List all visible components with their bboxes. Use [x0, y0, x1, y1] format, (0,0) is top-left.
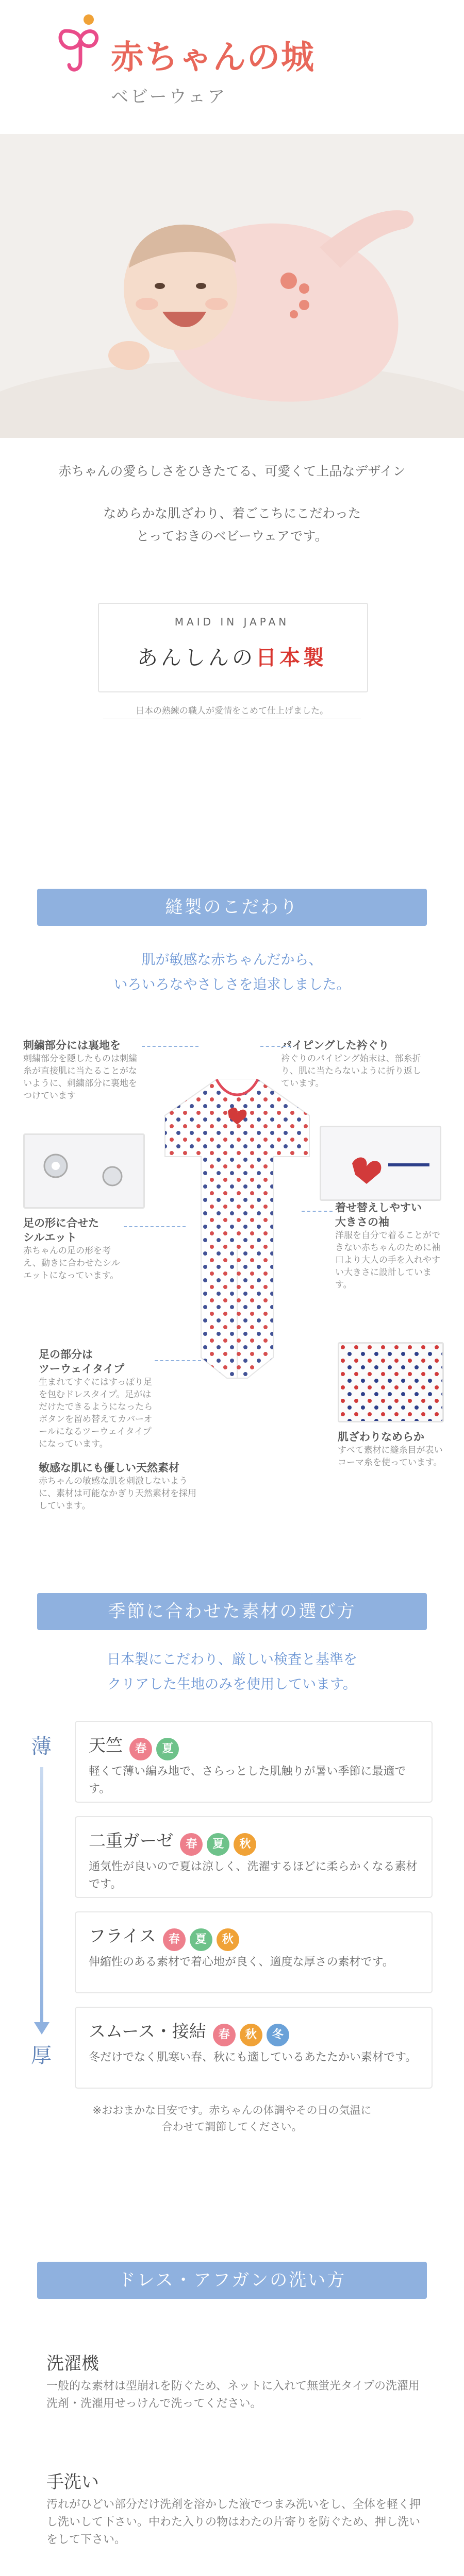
- season-badge-summer: 夏: [190, 1928, 212, 1951]
- baby-illustration: [0, 134, 464, 438]
- wash-title-hand: 手洗い: [46, 2472, 99, 2493]
- callout-silhouette-title1: 足の形に合せた: [23, 1217, 99, 1229]
- season-badge-winter: 冬: [267, 2024, 289, 2046]
- callout-twoway-body: 生まれてすぐにはすっぽり足を包むドレスタイプ。足がはだけたできるようになったらボタンを留め替えてカバーオールになるツーウェイタイプになっています。: [39, 1377, 153, 1449]
- made-in-japan-en: MAID IN JAPAN: [174, 616, 290, 628]
- material-desc: 通気性が良いので夏は涼しく、洗濯するほどに柔らかくなる素材です。: [89, 1860, 418, 1891]
- thick-label: 厚: [31, 2044, 52, 2067]
- material-desc: 伸縮性のある素材で着心地が良く、適度な厚さの素材です。: [89, 1956, 394, 1969]
- material-desc: 冬だけでなく肌寒い春、秋にも適しているあたたかい素材です。: [89, 2051, 417, 2064]
- thumb-embroidery-photo: [23, 1133, 145, 1209]
- callout-twoway-title2: ツーウェイタイプ: [39, 1363, 125, 1375]
- materials-sub-2: クリアした生地のみを使用しています。: [107, 1676, 357, 1692]
- material-name: 二重ガーゼ: [89, 1831, 174, 1851]
- made-in-japan-jp: [98, 641, 366, 671]
- callout-twoway: [39, 1347, 157, 1450]
- callout-embroidery-title: 刺繍部分には裏地を: [23, 1039, 121, 1052]
- intro-text-2: [0, 502, 464, 548]
- callout-twoway-title1: 足の部分は: [39, 1348, 93, 1361]
- callout-natural-title: 敏感な肌にも優しい天然素材: [39, 1462, 179, 1474]
- thickness-arrow-head: [34, 2022, 49, 2035]
- material-card-1: [75, 1721, 433, 1803]
- material-name: フライス: [89, 1926, 156, 1946]
- callout-piping: [281, 1038, 425, 1090]
- snap-button-image: [25, 1135, 143, 1207]
- callout-smooth: [338, 1430, 446, 1469]
- callout-sleeve-title1: 着せ替えしやすい: [335, 1201, 422, 1214]
- callout-leader: [124, 1226, 186, 1227]
- materials-sub-1: 日本製にこだわり、厳しい検査と基準を: [107, 1652, 357, 1668]
- made-in-japan-jp-pre: あんしんの: [137, 646, 256, 670]
- material-card-4-header: [89, 2018, 289, 2046]
- callout-smooth-body: すべて素材に縫糸目が表いコーマ糸を使っています。: [338, 1445, 443, 1468]
- brand-logo-icon: [57, 10, 103, 77]
- season-badge-autumn: 秋: [217, 1928, 239, 1951]
- materials-note: [0, 2102, 464, 2135]
- material-card-1-header: [89, 1732, 179, 1760]
- thumb-piping-photo: [320, 1126, 441, 1201]
- material-desc: 軽くて薄い編み地で、さらっとした肌触りが暑い季節に最適です。: [89, 1765, 406, 1795]
- intro-text-2a: なめらかな肌ざわり、着ごこちにこだわった: [103, 506, 361, 521]
- wash-body-machine: 一般的な素材は型崩れを防ぐため、ネットに入れて無蛍光タイプの洗濯用洗剤・洗濯用せっけんで洗ってください。: [46, 2380, 420, 2410]
- material-name: スムース・接結: [89, 2021, 206, 2041]
- callout-leader: [155, 1360, 201, 1361]
- callout-piping-title: パイピングした衿ぐり: [281, 1039, 389, 1052]
- callout-smooth-title: 肌ざわりなめらか: [338, 1431, 424, 1443]
- callout-leader: [302, 1211, 333, 1212]
- material-card-2: [75, 1816, 433, 1898]
- wash-title-machine: 洗濯機: [46, 2353, 99, 2374]
- season-badge-spring: 春: [213, 2024, 236, 2046]
- callout-silhouette: [23, 1216, 126, 1282]
- fabric-dots-image: [339, 1344, 442, 1421]
- material-card-3: [75, 1911, 433, 1993]
- callout-piping-body: 衿ぐりのパイピング始末は、部糸折り、肌に当たらないように折り返しています。: [281, 1054, 421, 1089]
- season-badge-spring: 春: [180, 1833, 203, 1856]
- collar-heart-image: [321, 1127, 440, 1199]
- callout-sleeve-title2: 大きさの袖: [335, 1216, 389, 1228]
- section-heading-materials: 季節に合わせた素材の選び方: [37, 1593, 427, 1630]
- season-badge-spring: 春: [129, 1738, 152, 1760]
- callout-embroidery: [23, 1038, 144, 1102]
- callout-silhouette-title2: シルエット: [23, 1231, 77, 1244]
- season-badge-autumn: 秋: [240, 2024, 262, 2046]
- material-name: 天竺: [89, 1735, 123, 1755]
- callout-sleeve: [335, 1200, 443, 1291]
- brand-subtitle: ベビーウェア: [111, 87, 227, 107]
- season-badge-summer: 夏: [207, 1833, 229, 1856]
- callout-embroidery-body: 刺繍部分を隠したものは刺繍糸が直接肌に当たることがないように、刺繍部分に裏地をつけています: [23, 1054, 137, 1101]
- made-in-japan-jp-red: 日本製: [256, 646, 327, 670]
- callout-natural-body: 赤ちゃんの敏感な肌を刺激しないように、素材は可能なかぎり天然素材を採用しています。: [39, 1476, 196, 1511]
- hero-baby-photo: [0, 134, 464, 438]
- material-card-3-header: [89, 1923, 239, 1951]
- materials-note-1: ※おおまかな目安です。赤ちゃんの体調やその日の気温に: [92, 2104, 372, 2116]
- callout-sleeve-body: 洋服を自分で着ることができない赤ちゃんのために袖口より大人の手を入れやすい大きさに設計しています。: [335, 1230, 440, 1290]
- season-badge-autumn: 秋: [234, 1833, 256, 1856]
- thin-label: 薄: [31, 1735, 52, 1758]
- intro-text-1: 赤ちゃんの愛らしさをひきたてる、可愛くて上品なデザイン: [58, 464, 406, 479]
- callout-natural: [39, 1461, 204, 1512]
- made-in-japan-note: 日本の熟練の職人が愛情をこめて仕上げました。: [136, 706, 328, 716]
- section-heading-sewing: 縫製のこだわり: [37, 889, 427, 926]
- season-badge-spring: 春: [163, 1928, 186, 1951]
- material-card-2-header: [89, 1827, 256, 1856]
- callout-leader: [260, 1046, 291, 1047]
- sewing-sub-1: 肌が敏感な赤ちゃんだから、: [141, 952, 323, 968]
- callout-leader: [142, 1046, 198, 1047]
- material-card-4: [75, 2007, 433, 2089]
- thickness-arrow: [40, 1767, 43, 2025]
- thumb-fabric-photo: [338, 1342, 444, 1422]
- callout-silhouette-body: 赤ちゃんの足の形を考え、動きに合わせたシルエットになっています。: [23, 1246, 120, 1281]
- wash-body-hand: 汚れがひどい部分だけ洗剤を溶かした液でつまみ洗いをし、全体を軽く押し洗いして下さい。中わた入りの物はわたの片寄りを防ぐため、押し洗いをして下さい。: [46, 2498, 421, 2546]
- intro-text-2b: とっておきのベビーウェアです。: [136, 529, 328, 544]
- materials-note-2: 合わせて調節してください。: [161, 2121, 303, 2133]
- brand-name: 赤ちゃんの城: [111, 39, 315, 77]
- season-badge-summer: 夏: [156, 1738, 179, 1760]
- section-heading-washing: ドレス・アフガンの洗い方: [37, 2262, 427, 2299]
- sewing-sub-2: いろいろなやさしさを追求しました。: [113, 977, 351, 993]
